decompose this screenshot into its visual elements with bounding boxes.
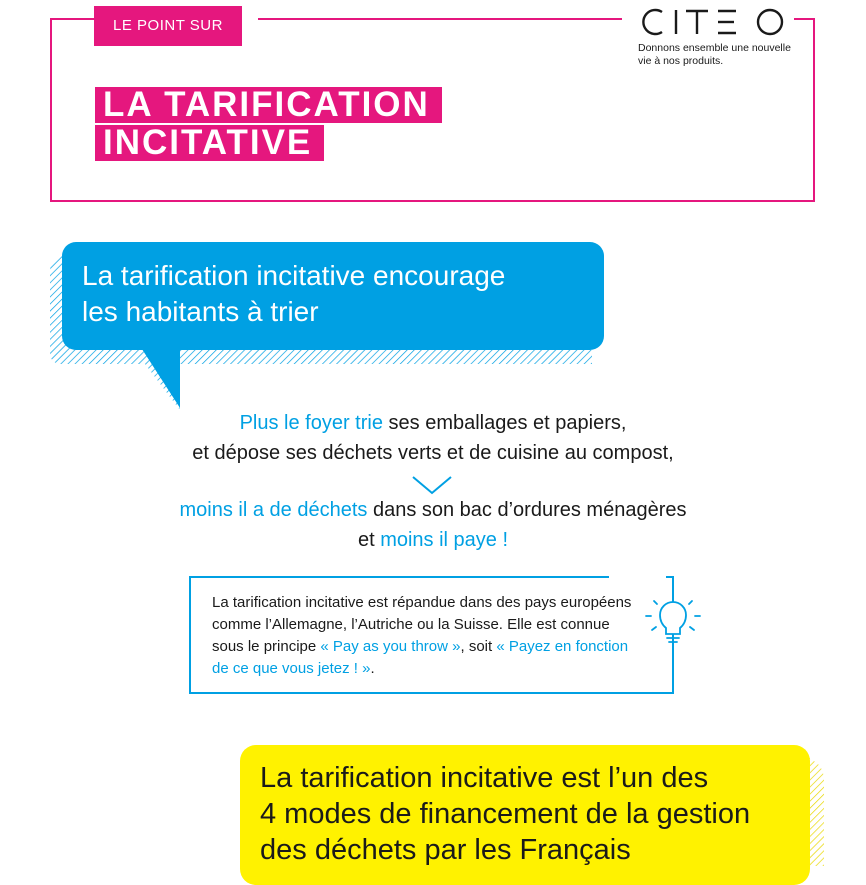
statement-accent-1: Plus le foyer trie <box>239 412 383 434</box>
speech-bubble-line-2: les habitants à trier <box>82 296 319 327</box>
info-text-accent-2: « Payez en fonction de ce que vous jetez ! » <box>212 638 629 677</box>
statement-top <box>100 408 766 468</box>
speech-bubble-shadow <box>0 0 866 430</box>
statement-text-3: dans son bac d’ordures ménagères <box>367 499 687 521</box>
yellow-bubble-line-1: La tarification incitative est l’un des <box>260 762 709 794</box>
kicker-label: LE POINT SUR <box>94 6 242 46</box>
yellow-bubble-line-2: 4 modes de financement de la gestion <box>260 798 751 830</box>
statement-accent-3: moins il a de déchets <box>179 499 368 521</box>
info-text-end: . <box>370 660 375 677</box>
statement-line-2: et dépose ses déchets verts et de cuisine au compost, <box>192 442 674 464</box>
statement-line-1 <box>100 408 766 438</box>
info-text-mid: , soit <box>460 638 497 655</box>
info-text-main: La tarification incitative est répandue dans des pays européens comme l’Allemagne, l’Autriche ou la Suisse. Elle est connue sous le principe <box>212 594 632 655</box>
yellow-bubble <box>240 745 810 885</box>
info-text-accent-1: « Pay as you throw » <box>320 638 461 655</box>
chevron-down-icon <box>411 474 453 496</box>
brand-tagline: Donnons ensemble une nouvelle vie à nos produits. <box>638 42 791 67</box>
statement-text-1: ses emballages et papiers, <box>382 412 627 434</box>
info-box-text <box>212 592 642 680</box>
page-title-line-1: LA TARIFICATION <box>95 87 442 123</box>
statement-accent-4: moins il paye ! <box>380 529 509 551</box>
speech-bubble-line-1: La tarification incitative encourage <box>82 260 506 291</box>
statement-bottom <box>100 495 766 555</box>
info-box-top-left <box>189 576 609 578</box>
page-title-line-2: INCITATIVE <box>95 125 324 161</box>
yellow-bubble-line-3: des déchets par les Français <box>260 834 631 866</box>
statement-text-4: et <box>357 529 381 551</box>
statement-line-3 <box>100 495 766 525</box>
statement-line-4 <box>100 525 766 555</box>
speech-bubble <box>62 242 604 350</box>
info-box-top-right <box>666 576 674 578</box>
lightbulb-icon <box>640 592 706 652</box>
